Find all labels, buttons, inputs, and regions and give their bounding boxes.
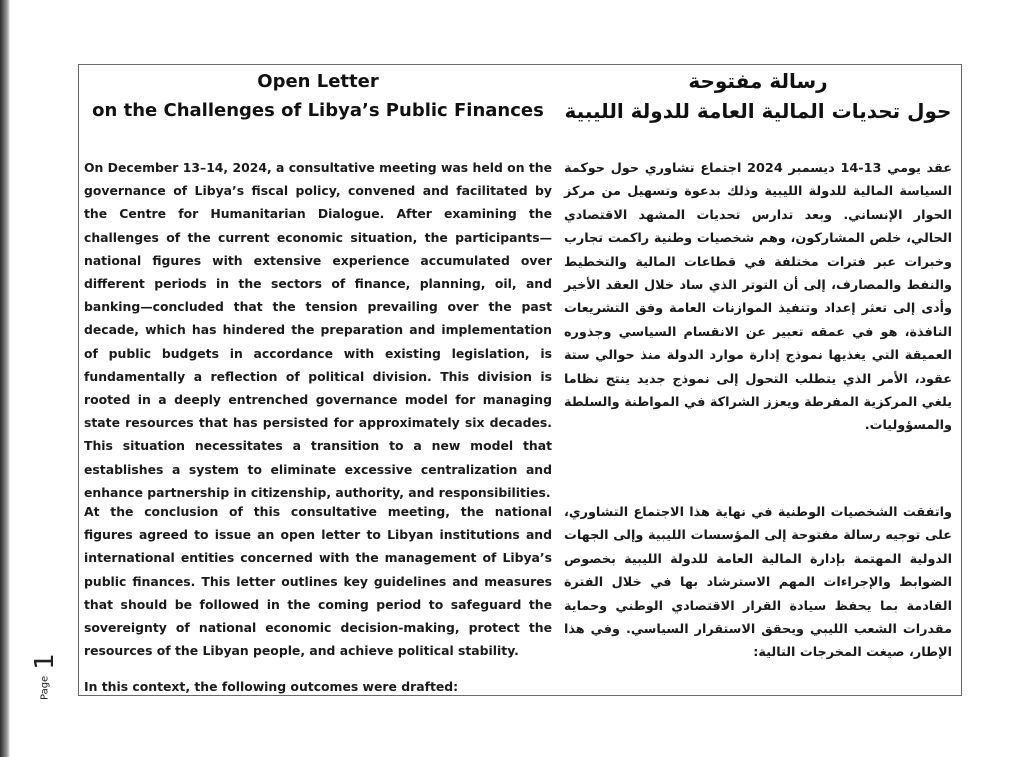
arabic-paragraph-1: عقد يومي 13-14 ديسمبر 2024 اجتماع تشاوري حول حوكمة السياسة المالية للدولة الليبية وذلك بدعوة وتسهيل من مركز الحوار الإنساني. وبعد تدارس تحديات المشهد الاقتصادي الحالي، خلص المشاركون، وهم شخصيات وطنية راكمت تجارب وخبرات عبر فترات مختلفة في قطاعات المالية والتخطيط والنفط والمصارف، إلى أن التوتر الذي ساد خلال العقد الأخير وأدى إلى تعثر إعداد وتنفيذ الموازنات العامة وفق التشريعات النافذة، هو في عمقه تعبير عن الانقسام السياسي وجذوره العميقة التي يغذيها نموذج إدارة موارد الدولة منذ حوالي ستة عقود، الأمر الذي يتطلب التحول إلى نموذج جديد ينتج نظاما يلغي المركزية المفرطة ويعزز الشراكة في المواطنة والسلطة والمسؤوليات. (564, 161, 952, 434)
arabic-title-line2: حول تحديات المالية العامة للدولة الليبية (564, 99, 952, 123)
page-number: 1 (30, 653, 60, 670)
scan-shadow-edge (0, 0, 10, 757)
english-title-line1: Open Letter (257, 71, 379, 92)
english-title-line2: on the Challenges of Libya’s Public Finances (92, 100, 544, 121)
arabic-paragraph-2: واتفقت الشخصيات الوطنية في نهاية هذا الاجتماع التشاوري، على توجيه رسالة مفتوحة إلى المؤسسات الليبية وإلى الجهات الدولية المهتمة بإدارة المالية العامة للدولة الليبية بخصوص الضوابط والإجراءات المهم الاسترشاد بها في خلال الفترة القادمة بما يحفظ سيادة القرار الاقتصادي الوطني وحماية مقدرات الشعب الليبي ويحقق الاستقرار السياسي. وفي هذا الإطار، صيغت المخرجات التالية: (564, 505, 952, 661)
english-paragraph-1: On December 13–14, 2024, a consultative meeting was held on the governance of Libya’s fiscal policy, convened and facilitated by the Centre for Humanitarian Dialogue. After examining the challenges of the current economic situation, the participants—national figures with extensive experience accumulated over different periods in the sectors of finance, planning, oil, and banking—concluded that the tension prevailing over the past decade, which has hindered the preparation and implementation of public budgets in accordance with existing legislation, is fundamentally a reflection of political division. This division is rooted in a deeply entrenched governance model for managing state resources that has persisted for approximately six decades. This situation necessitates a transition to a new model that establishes a system to eliminate excessive centralization and enhance partnership in citizenship, authority, and responsibilities. (84, 160, 552, 500)
arabic-title-line1: رسالة مفتوحة (688, 69, 828, 93)
arabic-title (564, 66, 952, 126)
english-paragraph-2: At the conclusion of this consultative meeting, the national figures agreed to issue an open letter to Libyan institutions and international entities concerned with the management of Libya’s public finances. This letter outlines key guidelines and measures that should be followed in the coming period to safeguard the sovereignty of national economic decision-making, protect the resources of the Libyan people, and achieve political stability. (84, 504, 552, 659)
english-title (84, 67, 552, 125)
page-word: Page (39, 675, 51, 700)
english-paragraph-3: In this context, the following outcomes were drafted: (84, 679, 459, 694)
page-number-label (30, 653, 60, 700)
